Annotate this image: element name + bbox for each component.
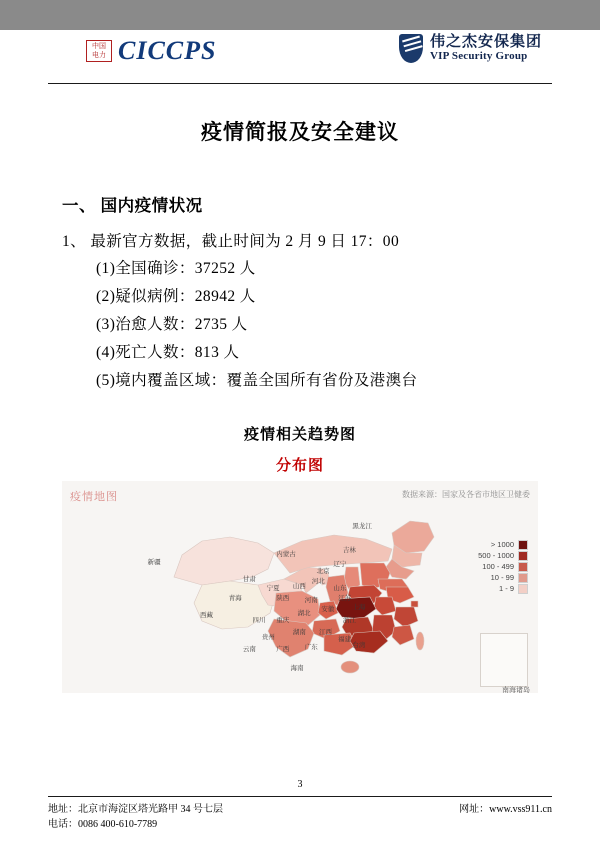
map-label: 疫情地图 — [70, 491, 118, 503]
vip-security-en-name: VIP Security Group — [429, 50, 528, 62]
province-label-fujian: 福建 — [338, 635, 352, 643]
page-number: 3 — [297, 779, 303, 790]
page-title: 疫情简报及安全建议 — [201, 120, 399, 144]
province-label-shandong: 山东 — [333, 584, 347, 592]
legend-swatch — [518, 573, 528, 583]
province-label-zhejiang: 浙江 — [342, 616, 356, 624]
footer-address: 地址：北京市海淀区塔光路甲 34 号七层 — [48, 804, 223, 815]
province-label-taiwan: 台湾 — [352, 642, 366, 649]
legend-label: > 1000 — [490, 540, 514, 549]
list-item: (2)疑似病例：28942 人 — [96, 288, 256, 305]
epidemic-map-figure — [62, 481, 538, 693]
province-label-shanghai: 上海 — [352, 603, 366, 611]
shield-icon — [399, 34, 423, 63]
province-label-henan: 河南 — [304, 597, 318, 605]
page-header — [48, 30, 552, 82]
footer-content — [48, 802, 552, 832]
chart-title: 疫情相关趋势图 — [243, 427, 356, 443]
legend-swatch — [518, 584, 528, 594]
province-label-sichuan: 四川 — [252, 616, 266, 624]
document-page — [0, 30, 600, 866]
legend-label: 1 - 9 — [498, 584, 514, 593]
legend-row — [454, 583, 528, 594]
footer-divider — [48, 796, 552, 797]
province-label-beijing: 北京 — [316, 567, 330, 575]
legend-row — [454, 561, 528, 572]
south-sea-inset — [480, 633, 528, 687]
legend-row — [454, 550, 528, 561]
legend-label: 100 - 499 — [482, 562, 514, 571]
footer-website-label: 网址： — [459, 804, 490, 815]
list-item: (4)死亡人数：813 人 — [96, 344, 240, 361]
province-label-hainan: 海南 — [290, 665, 304, 673]
vip-security-text — [430, 34, 542, 63]
stats-list — [62, 255, 538, 395]
footer-website — [459, 802, 552, 817]
legend-row — [454, 572, 528, 583]
province-label-hebei: 河北 — [311, 578, 325, 586]
map-source-note: 数据来源：国家及各省市地区卫健委 — [402, 490, 530, 499]
vip-security-logo — [399, 34, 542, 63]
province-label-yunnan: 云南 — [242, 646, 256, 654]
page-footer — [48, 796, 552, 832]
map-legend — [454, 539, 528, 594]
province-label-xinjiang: 新疆 — [147, 559, 161, 567]
footer-phone: 电话：0086 400-610-7789 — [48, 819, 158, 830]
legend-swatch — [518, 562, 528, 572]
header-divider — [48, 83, 552, 84]
intro-paragraph: 1、 最新官方数据，截止时间为 2 月 9 日 17：00 — [62, 233, 400, 250]
province-label-ningxia: 宁夏 — [266, 584, 280, 592]
province-label-guizhou: 贵州 — [261, 633, 275, 641]
legend-swatch — [518, 540, 528, 550]
province-label-liaoning: 辽宁 — [333, 561, 347, 569]
province-label-qinghai: 青海 — [228, 595, 242, 603]
province-label-chongqing: 重庆 — [276, 616, 290, 624]
legend-label: 500 - 1000 — [478, 551, 514, 560]
south-sea-inset-caption: 南海诸岛 — [502, 687, 530, 694]
province-label-anhui: 安徽 — [321, 605, 335, 613]
ciccps-wordmark: CICCPS — [118, 36, 217, 65]
document-body — [62, 82, 538, 693]
footer-website-block — [459, 802, 552, 832]
province-label-shaanxi: 陕西 — [276, 595, 290, 603]
footer-website-url[interactable]: www.vss911.cn — [489, 804, 552, 815]
vip-security-cn-name: 伟之杰安保集团 — [429, 34, 542, 50]
province-label-guangdong: 广东 — [304, 644, 318, 652]
province-label-hunan: 湖南 — [292, 629, 306, 637]
section-heading: 一、 国内疫情状况 — [62, 196, 203, 215]
ciccps-logo — [86, 36, 217, 66]
province-label-jiangxi: 江西 — [319, 629, 333, 637]
province-label-guangxi: 广西 — [276, 646, 290, 654]
chart-subtitle: 分布图 — [275, 458, 324, 474]
province-label-jilin: 吉林 — [342, 546, 356, 554]
footer-contact — [48, 802, 223, 832]
list-item: (3)治愈人数：2735 人 — [96, 316, 248, 333]
list-item: (5)境内覆盖区域：覆盖全国所有省份及港澳台 — [96, 372, 418, 389]
province-label-xizang: 西藏 — [200, 612, 214, 620]
legend-label: 10 - 99 — [490, 573, 514, 582]
legend-swatch — [518, 551, 528, 561]
province-label-shanxi: 山西 — [292, 582, 306, 590]
province-label-gansu: 甘肃 — [242, 576, 256, 584]
seal-icon: 中国 电力 — [86, 40, 112, 62]
legend-row — [454, 539, 528, 550]
list-item: (1)全国确诊：37252 人 — [96, 260, 256, 277]
province-label-hubei: 湖北 — [297, 610, 311, 618]
province-label-neimenggu: 内蒙古 — [276, 550, 296, 558]
province-label-heilongjiang: 黑龙江 — [352, 523, 372, 531]
province-label-jiangsu: 江苏 — [338, 595, 352, 603]
